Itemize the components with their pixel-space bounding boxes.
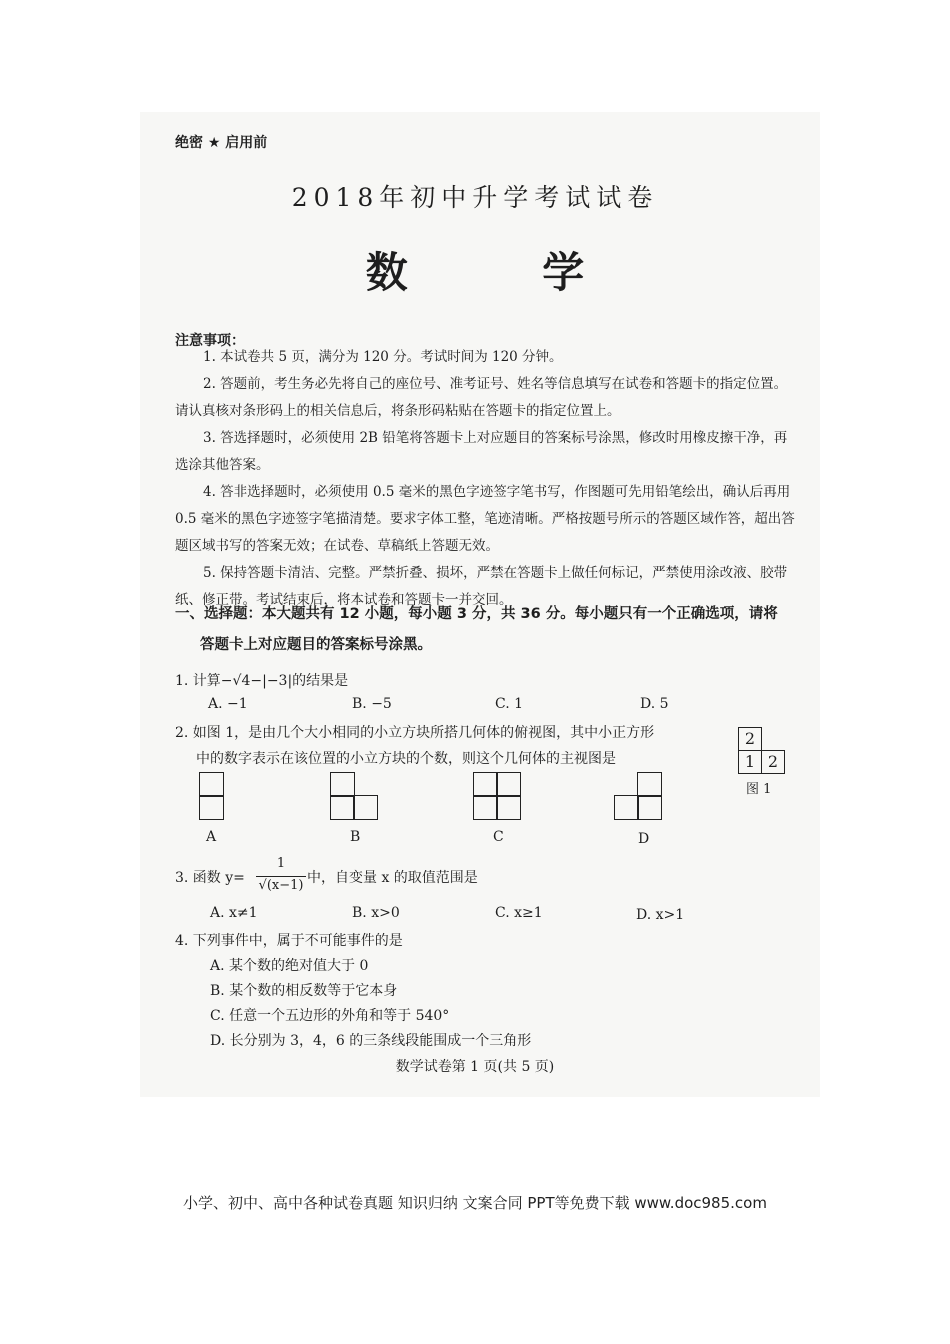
note-item-2: 2. 答题前，考生务必先将自己的座位号、准考证号、姓名等信息填写在试卷和答题卡的指定位置。请认真核对条形码上的相关信息后，将条形码粘贴在答题卡的指定位置上。: [175, 376, 788, 419]
q1-option-d: D. 5: [640, 696, 669, 712]
q2-stem-line2: 中的数字表示在该位置的小立方块的个数，则这个几何体的主视图是: [196, 751, 616, 767]
q3-option-d: D. x>1: [636, 907, 685, 923]
note-item-5: 5. 保持答题卡清洁、完整。严禁折叠、损坏，严禁在答题卡上做任何标记，严禁使用涂改液、胶带纸、修正带。考试结束后，将本试卷和答题卡一并交回。: [175, 565, 788, 608]
notes-heading: 注意事项：: [175, 333, 245, 349]
subject-title: 数 学: [365, 248, 645, 297]
q4-option-d: D. 长分别为 3，4，6 的三条线段能围成一个三角形: [210, 1033, 532, 1049]
option-c-square-bottom-right: [496, 795, 521, 820]
note-item-1: 1. 本试卷共 5 页，满分为 120 分。考试时间为 120 分钟。: [203, 349, 563, 365]
q3-fraction-numerator: 1: [276, 856, 286, 871]
option-b-square-bottom-left: [330, 795, 355, 820]
q2-stem-line1: 2. 如图 1，是由几个大小相同的小立方块所搭几何体的俯视图，其中小正方形: [175, 725, 655, 741]
option-c-square-top-right: [496, 772, 521, 797]
option-d-square-bottom-left: [614, 795, 639, 820]
secret-label: 绝密 ★ 启用前: [175, 135, 268, 151]
q4-option-c: C. 任意一个五边形的外角和等于 540°: [210, 1008, 450, 1024]
q3-stem-suffix: 中，自变量 x 的取值范围是: [307, 870, 478, 886]
option-d-square-top: [637, 772, 662, 797]
option-b-square-top: [330, 772, 355, 797]
page-number-footer: 数学试卷第 1 页(共 5 页): [395, 1059, 555, 1075]
section1-heading-line1: 一、选择题：本大题共有 12 小题，每小题 3 分，共 36 分。每小题只有一个正确选项，请将: [175, 606, 778, 622]
q4-option-b: B. 某个数的相反数等于它本身: [210, 983, 398, 999]
exam-title: 2018年初中升学考试试卷: [291, 183, 659, 212]
option-a-square-bottom: [199, 795, 224, 820]
q2-option-d-label: D: [638, 831, 650, 847]
fig1-cell-bottom-right: 2: [761, 750, 785, 774]
fig1-cell-bottom-left: 1: [738, 750, 762, 774]
figure-1-caption: 图 1: [746, 782, 772, 797]
q4-stem: 4. 下列事件中，属于不可能事件的是: [175, 933, 403, 949]
q3-option-c: C. x≥1: [495, 905, 543, 921]
q3-option-a: A. x≠1: [210, 905, 258, 921]
q4-option-a: A. 某个数的绝对值大于 0: [210, 958, 369, 974]
option-a-square-top: [199, 772, 224, 797]
note-item-4: 4. 答非选择题时，必须使用 0.5 毫米的黑色字迹签字笔书写，作图题可先用铅笔绘出，确认后再用 0.5 毫米的黑色字迹签字笔描清楚。要求字体工整，笔迹清晰。严格按题号所示的答题区域作答，超出答题区域书写的答案无效；在试卷、草稿纸上答题无效。: [175, 484, 795, 554]
option-b-square-bottom-right: [353, 795, 378, 820]
note-item-3: 3. 答选择题时，必须使用 2B 铅笔将答题卡上对应题目的答案标号涂黑，修改时用橡皮擦干净，再选涂其他答案。: [175, 430, 788, 473]
q1-option-c: C. 1: [495, 696, 524, 712]
option-c-square-top-left: [473, 772, 498, 797]
q2-option-b-label: B: [350, 829, 361, 845]
fig1-cell-top: 2: [738, 727, 762, 751]
q2-option-a-label: A: [206, 829, 217, 845]
q1-stem: 1. 计算−√4−|−3|的结果是: [175, 673, 349, 689]
section1-heading-line2: 答题卡上对应题目的答案标号涂黑。: [200, 637, 432, 653]
q3-fraction-bar: [256, 876, 306, 877]
download-ad-footer: 小学、初中、高中各种试卷真题 知识归纳 文案合同 PPT等免费下载 www.doc985.com: [183, 1194, 767, 1212]
option-c-square-bottom-left: [473, 795, 498, 820]
q3-option-b: B. x>0: [352, 905, 400, 921]
option-d-square-bottom-right: [637, 795, 662, 820]
q1-option-b: B. −5: [352, 696, 392, 712]
q3-fraction-denominator: √(x−1): [258, 878, 304, 893]
q2-option-c-label: C: [493, 829, 504, 845]
q3-stem-prefix: 3. 函数 y=: [175, 870, 245, 886]
q1-option-a: A. −1: [208, 696, 248, 712]
